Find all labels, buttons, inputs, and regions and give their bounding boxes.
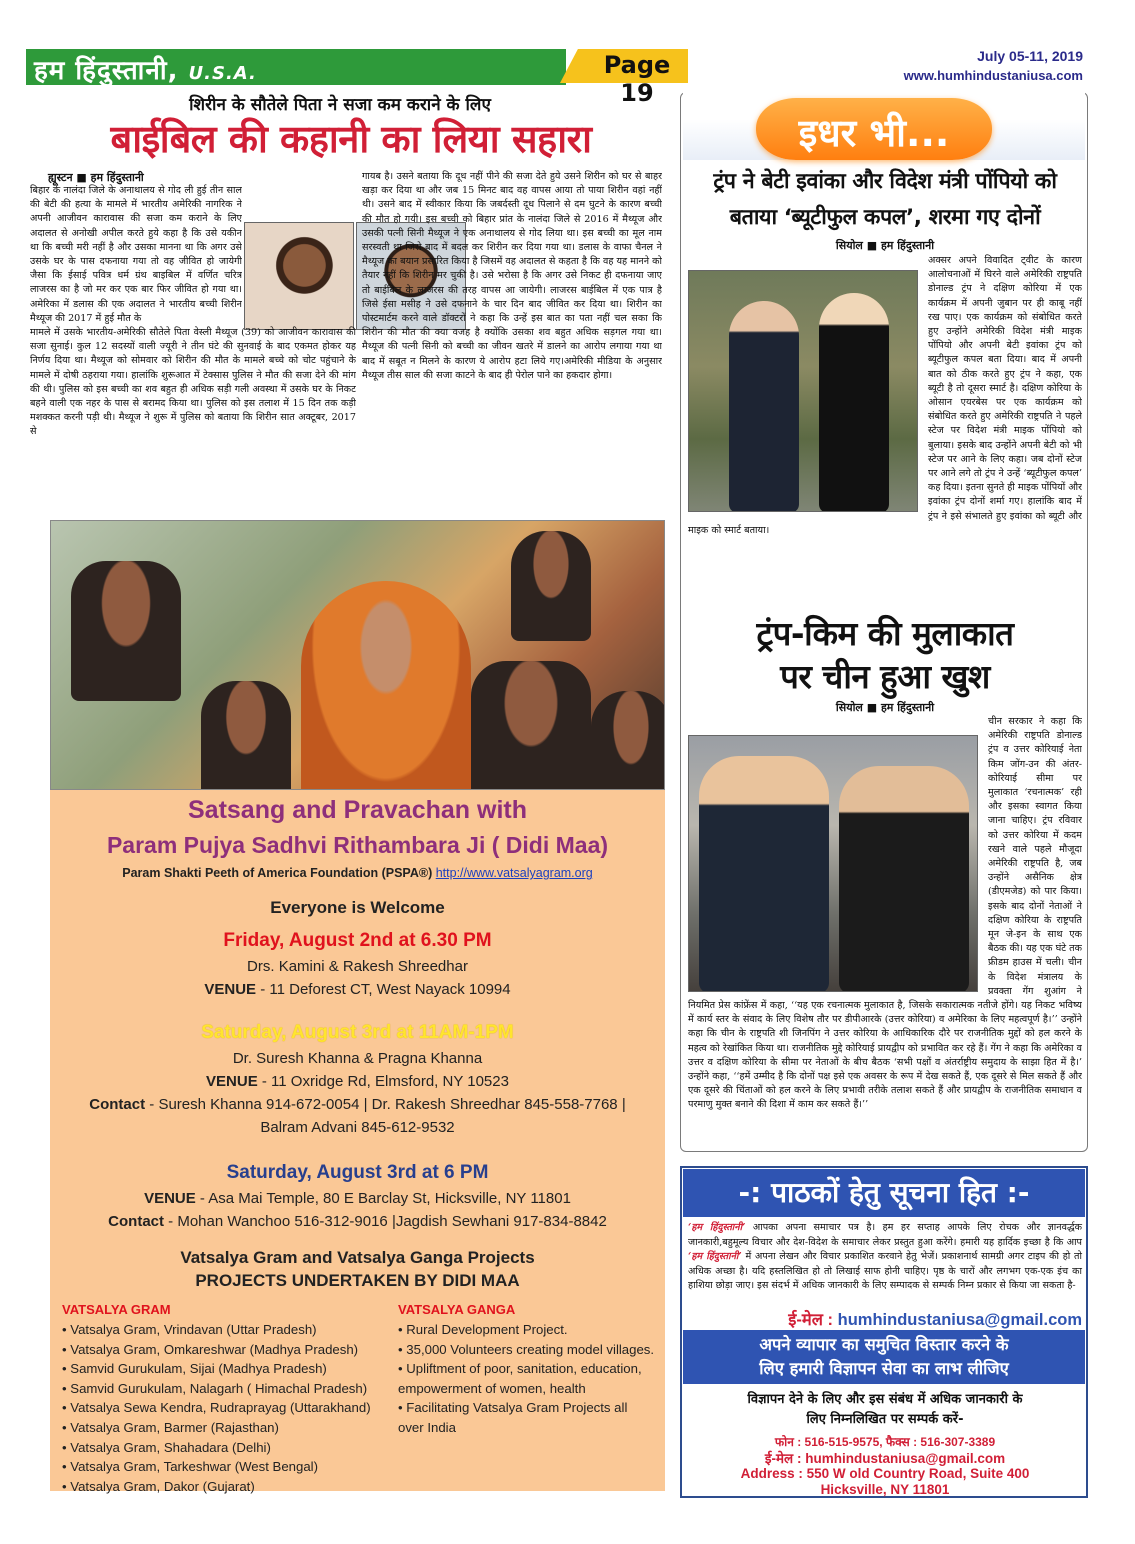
list-item: • Samvid Gurukulam, Sijai (Madhya Pradesh) — [62, 1359, 402, 1379]
event-2-hosts: Dr. Suresh Khanna & Pragna Khanna — [232, 1050, 483, 1067]
advert-title-1: Satsang and Pravachan with — [188, 796, 527, 824]
contact-phone: फोन : 516-515-9575, फैक्स : 516-307-3389 — [774, 1435, 996, 1449]
list-item: • Rural Development Project. — [398, 1320, 656, 1340]
story-column-1: बिहार के नालंदा जिले के अनाथालय से गोद ली हुई तीन साल की बेटी की हत्या के मामले में भारतीय अमेरिकी नागरिक ने अपनी आजीवन कारावास की सजा कम कराने के लिए अदालत से अनोखी अपील करते हुये कहा है कि उसे यकीन था कि बच्ची मरी नहीं है और उसका मानना था कि अगर उसे उसके घर के पास दफनाया गया तो वह जीवित हो जायेगी जैसा कि ईसाई पवित्र धर्म ग्रंथ बाइबिल में वर्णित चरित्र लाजरस का है जो मर कर एक बार फिर जीवित हो गया था। अमेरिका में डलास की एक अदालत ने भारतीय बच्ची शिरीन मैथ्यूज की 2017 में हुई मौत के — [30, 185, 242, 324]
list-item: • Vatsalya Sewa Kendra, Rudraprayag (Uttarakhand) — [62, 1398, 402, 1418]
gram-list — [62, 1320, 402, 1496]
child-figure — [71, 561, 181, 701]
projects-title: Vatsalya Gram and Vatsalya Ganga Projects — [180, 1248, 535, 1267]
foundation-line — [50, 866, 665, 880]
story-2-text: चीन सरकार ने कहा कि अमेरिकी राष्ट्रपति डोनाल्ड ट्रंप व उत्तर कोरियाई नेता किम जोंग-उन की अंतर-कोरियाई सीमा पर मुलाकात ‘रचनात्मक’ रही और इसका स्वागत किया जाना चाहिए। ट्रंप रविवार को उत्तर कोरिया में कदम रखने वाले पहले मौजूदा अमेरिकी राष्ट्रपति है, जब उन्होंने असैनिक क्षेत्र (डीएमजेड) को पार किया। इसके बाद दोनों नेताओं ने दक्षिण कोरिया के राष्ट्रपति मून जे-इन के साथ एक बैठक की। यह एक घंटे तक फ्रीडम हाउस में चली। चीन के विदेश मंत्रालय के प्रवक्ता गेंग शुआंग ने नियमित प्रेस कांफ्रेंस में कहा, ‘‘यह एक रचनात्मक मुलाकात है, जिसके सकारात्मक नतीजे होंगे। यह निकट भविष्य में कार्य स्तर के संवाद के लिए विशेष तौर पर डीपीआरके (उत्तर कोरिया) व अमेरिका के लिए महत्वपूर्ण है।’’ उन्होंने कहा कि चीन के राष्ट्रपति शी जिनपिंग ने उत्तर कोरिया के आधिकारिक दौरे पर राजनीतिक मुद्दों को हल करने के महत्व को रेखांकित किया था। राजनीतिक मुद्दे कोरियाई प्रायद्वीप को प्रभावित कर रहे हैं। गेंग ने कहा कि अमेरिका व उत्तर व दक्षिण कोरिया के सीमा पर नेताओं के बीच बैठक ‘सभी पक्षों व अंतर्राष्ट्रीय समुदाय के साझा हित में है।’ उन्होंने कहा, ‘‘हमें उम्मीद है कि दोनों पक्ष इसे एक अवसर के रूप में देख सकते हैं, एक दूसरे से मिल सकते हैं और एक दूसरे की चिंताओं को हल करने के लिए प्रभावी तरीके तलाश सकते हैं और प्रायद्वीप के राजनीतिक समाधान व परमाणु मुक्त बनाने की दिशा में काम कर सकते हैं।’’ — [688, 716, 1082, 1111]
ganga-title: VATSALYA GANGA — [398, 1302, 516, 1317]
child-figure — [511, 531, 591, 641]
website-link[interactable]: www.humhindustaniusa.com — [903, 68, 1083, 83]
section-banner-title: इधर भी... — [798, 111, 950, 155]
notice-body: ‘हम हिंदुस्तानी’ आपका अपना समाचार पत्र है। हम हर सप्ताह आपके लिए रोचक और ज्ञानवर्द्धक जानकारी,बहुमूल्य विचार और देश-विदेश के समाचार लेकर प्रस्तुत हुआ करेंगे। हमारी यह हार्दिक इच्छा है कि आप ‘हम हिंदुस्तानी’ में अपना लेखन और विचार प्रकाशित करवाने हेतु भेजें। प्रकाशनार्थ सामग्री अगर टाइप की हो तो अधिक अच्छा है। यदि हस्तलिखित हो तो लिखाई साफ होनी चाहिए। पृष्ठ के चारों और लगभग एक-एक इंच का हाशिया छोड़ा जाए। इस संदर्भ में अधिक जानकारी के लिए सम्पादक से सम्पर्क निम्न प्रकार से किया जा सकता है- — [688, 1222, 1082, 1292]
masthead-title: हम हिंदुस्तानी, U.S.A. — [34, 56, 257, 86]
list-item: • 35,000 Volunteers creating model villages. — [398, 1340, 656, 1360]
story-1-headline: ट्रंप ने बेटी इवांका और विदेश मंत्री पोंपियो को बताया ‘ब्यूटीफुल कपल’, शरमा गए दोनों — [713, 169, 1057, 230]
story-byline: ह्यूस्टन ■ हम हिंदुस्तानी — [48, 171, 144, 184]
story-column-1-bottom: मामले में उसके भारतीय-अमेरिकी सौतेले पिता वेस्ली मैथ्यूज (39) को आजीवन कारावास की सजा सुनाई। कुल 12 सदस्यों वाली ज्यूरी ने तीन घंटे की सुनवाई के बाद एकमत होकर यह निर्णय दिया था। मैथ्यूज को सोमवार को शिरीन की मौत के मामले बच्चे को चोट पहुंचाने के मामले में दोषी ठहराया गया। हालांकि शुरूआत में टेक्सास पुलिस ने मौत की सजा देने की मांग की थी। पुलिस को इस बच्ची का शव बहुत ही अधिक सड़ी गली अवस्था में उसके घर के निकट बहने वाली एक नहर के पास से बरामद किया था। पुलिस को इस तलाश में 15 दिन तक कड़ी मशक्कत करनी पड़ी थी। मैथ्यूज ने शुरू में पुलिस को बताया कि शिरीन सात अक्टूबर, 2017 से — [30, 327, 356, 438]
list-item: • Vatsalya Gram, Dakor (Gujarat) — [62, 1477, 402, 1497]
list-item: • Upliftment of poor, sanitation, education, empowerment of women, health — [398, 1359, 656, 1398]
advert-title-2: Param Pujya Sadhvi Rithambara Ji ( Didi Maa) — [106, 832, 609, 858]
child-figure — [201, 681, 291, 790]
event-1-hosts: Drs. Kamini & Rakesh Shreedhar — [247, 958, 468, 975]
child-figure — [591, 691, 665, 790]
story-1-text: अक्सर अपने विवादित ट्वीट के कारण आलोचनाओं में घिरने वाले अमेरिकी राष्ट्रपति डोनाल्ड ट्रंप ने दक्षिण कोरिया में एक कार्यक्रम में अपनी जुबान पर ही काबू नहीं रख पाए। एक कार्यक्रम को संबोधित करते हुए उन्होंने अमेरिकी विदेश मंत्री माइक पोंपियो और अपनी बेटी इवांका ट्रंप को ब्यूटीफुल कपल बता दिया। बाद में अपनी बात को ठीक करते हुए ट्रंप ने कहा, एक ब्यूटी है तो दूसरा स्मार्ट है। दक्षिण कोरिया के ओसान एयरबेस पर एक कार्यक्रम को संबोधित करते हुए अमेरिकी राष्ट्रपति ने पहले स्टेज पर विदेश मंत्री माइक पोंपियो को बुलाया। इसके बाद उन्होंने अपनी बेटी को भी स्टेज पर आने के लिए कहा। जब दोनों स्टेज पर आने लगे तो ट्रंप ने उन्हें ‘ब्यूटीफुल कपल’ कह दिया। इतना सुनते ही माइक पोंपियों और इवांका ट्रंप दोनों शर्मा गए। हालांकि बाद में ट्रंप ने इसे संभालते हुए इवांका को ब्यूटी और माइक को स्मार्ट बताया। — [688, 255, 1082, 536]
ad-service-banner: अपने व्यापार का समुचित विस्तार करने के लिए हमारी विज्ञापन सेवा का लाभ लीजिए — [683, 1330, 1085, 1384]
story-1-byline: सियोल ■ हम हिंदुस्तानी — [835, 239, 935, 252]
advert-photo — [50, 520, 665, 790]
sadhvi-figure — [301, 581, 471, 790]
list-item: • Vatsalya Gram, Omkareshwar (Madhya Pradesh) — [62, 1340, 402, 1360]
gram-title: VATSALYA GRAM — [62, 1302, 171, 1317]
contact-email-link[interactable]: humhindustaniusa@gmail.com — [805, 1451, 1006, 1466]
event-2-venue: VENUE - 11 Oxridge Rd, Elmsford, NY 10523 — [206, 1073, 509, 1090]
masthead-title-suffix: U.S.A. — [188, 63, 257, 84]
list-item: • Vatsalya Gram, Shahadara (Delhi) — [62, 1438, 402, 1458]
event-1-date: Friday, August 2nd at 6.30 PM — [223, 930, 492, 951]
story-2-headline: ट्रंप-किम की मुलाकात पर चीन हुआ खुश — [756, 614, 1014, 696]
event-3-date: Saturday, August 3rd at 6 PM — [226, 1162, 489, 1183]
list-item: • Facilitating Vatsalya Gram Projects all over India — [398, 1398, 656, 1437]
contact-intro: विज्ञापन देने के लिए और इस संबंध में अधिक जानकारी के लिए निम्नलिखित पर सम्पर्क करें- — [747, 1392, 1023, 1427]
event-2-date: Saturday, August 3rd at 11AM-1PM — [201, 1022, 514, 1043]
welcome-text: Everyone is Welcome — [270, 898, 445, 917]
story-column-2: गायब है। उसने बताया कि दूध नहीं पीने की सजा देते हुये उसने शिरीन को घर से बाहर खड़ा कर दिया था और जब 15 मिनट बाद वह वापस आया तो पाया शिरीन वहां नहीं थी। उसने बाद में स्वीकार किया कि जबर्दस्ती दूध पिलाने से दम घुटने के कारण बच्ची की मौत हो गयी। इस बच्ची को बिहार प्रांत के नालंदा जिले से 2016 में मैथ्यूज और उसकी पत्नी सिनी मैथ्यूज ने एक अनाथालय से गोद लिया था। इस बच्ची का मूल नाम सरस्वती था जिसे बाद में बदल कर शिरीन कर दिया गया था। डलास के वाफा चैनल ने मैथ्यूज का बयान प्रसारित किया है जिसमें वह अदालत से कहता है कि वह यह मानने को तैयार नहीं कि शिरीन मर चुकी है। उसे भरोसा है कि अगर उसे निकट ही दफनाया जाए तो बाईबिल के लाजरस की तरह वापस आ जायेगी। लाजरस बाईबिल में एक पात्र है जिसे ईसा मसीह ने उसे दफनाने के चार दिन बाद जीवित कर दिया था। शिरीन का पोस्टमार्टम करने वाले डॉक्टरों ने कहा कि उन्हें इस बात का पता नहीं चल सका कि शिरीन की मौत की क्या वजह है क्योंकि उसका शव बहुत अधिक सड़गल गया था। मैथ्यूज की पत्नी सिनी को बच्ची का जीवन खतरे में डालने का आरोप लगाया गया था बाद में सबूत न मिलने के कारण ये आरोप हटा लिये गए।अमेरिकी मीडिया के अनुसार मैथ्यूज तीस साल की सजा काटने के बाद ही पेरोल पाने का हकदार होगा। — [362, 171, 662, 381]
foundation-link[interactable]: http://www.vatsalyagram.org — [435, 866, 593, 880]
notice-email: ई-मेल : humhindustaniusa@gmail.com — [788, 1311, 1082, 1329]
story-2-byline: सियोल ■ हम हिंदुस्तानी — [835, 701, 935, 714]
notice-email-link[interactable]: humhindustaniusa@gmail.com — [837, 1311, 1082, 1329]
projects-subtitle: PROJECTS UNDERTAKEN BY DIDI MAA — [195, 1271, 520, 1290]
list-item: • Vatsalya Gram, Tarkeshwar (West Bengal) — [62, 1457, 402, 1477]
list-item: • Vatsalya Gram, Vrindavan (Uttar Pradesh) — [62, 1320, 402, 1340]
notice-title: -: पाठकों हेतु सूचना हित :- — [683, 1169, 1085, 1217]
advert-box — [50, 790, 665, 1494]
contact-address: Address : 550 W old Country Road, Suite 400 Hicksville, NY 11801 — [740, 1466, 1030, 1497]
child-photo — [244, 222, 354, 330]
list-item: • Samvid Gurukulam, Nalagarh ( Himachal Pradesh) — [62, 1379, 402, 1399]
event-3-venue: VENUE - Asa Mai Temple, 80 E Barclay St, Hicksville, NY 11801 — [144, 1190, 571, 1207]
event-3-contact: Contact - Mohan Wanchoo 516-312-9016 |Jagdish Sewhani 917-834-8842 — [108, 1213, 607, 1230]
child-figure — [471, 661, 591, 790]
contact-email: ई-मेल : humhindustaniusa@gmail.com — [764, 1451, 1006, 1466]
story-headline: बाईबिल की कहानी का लिया सहारा — [110, 117, 592, 161]
page-number: Page 19 — [603, 51, 671, 107]
story-kicker: शिरीन के सौतेले पिता ने सजा कम कराने के लिए — [189, 95, 491, 115]
foundation-name: Param Shakti Peeth of America Foundation (PSPA®) — [122, 866, 433, 880]
ganga-list — [398, 1320, 656, 1438]
issue-date: July 05-11, 2019 — [977, 48, 1083, 64]
list-item: • Vatsalya Gram, Barmer (Rajasthan) — [62, 1418, 402, 1438]
event-2-contact: Contact - Suresh Khanna 914-672-0054 | Dr. Rakesh Shreedhar 845-558-7768 | — [89, 1096, 626, 1113]
event-1-venue: VENUE - 11 Deforest CT, West Nayack 10994 — [204, 981, 511, 998]
event-2-contact-2: Balram Advani 845-612-9532 — [260, 1119, 455, 1136]
